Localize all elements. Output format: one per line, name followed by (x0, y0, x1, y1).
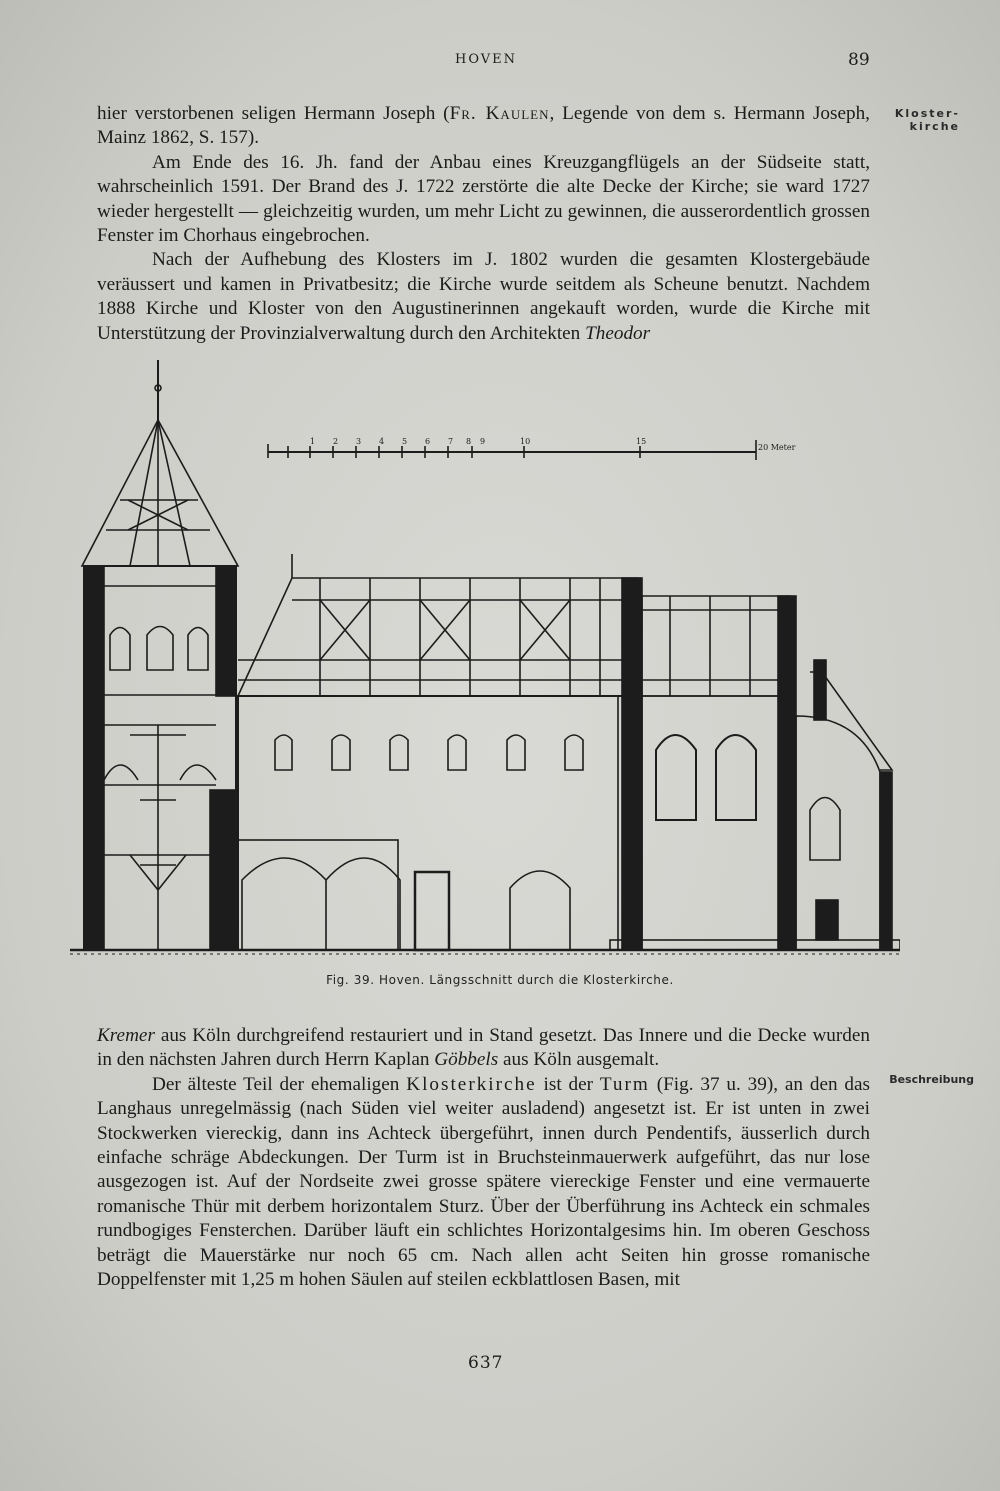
text-block-bottom (97, 1024, 870, 1292)
paragraph-1 (97, 102, 870, 151)
nave (238, 554, 642, 950)
running-title: HOVEN (455, 52, 518, 67)
scale-label: 15 (636, 437, 647, 446)
architect-name: Theodor (585, 322, 651, 344)
paragraph-4 (97, 1024, 870, 1073)
text-block-top (97, 102, 870, 346)
page-number: 89 (848, 50, 870, 70)
choir (610, 596, 900, 950)
figure-caption: Fig. 39. Hoven. Längsschnitt durch die Klosterkirche. (326, 973, 674, 987)
emphasis-text: Turm (599, 1073, 650, 1095)
margin-note-line: kirche (909, 120, 960, 133)
scale-label: 10 (520, 437, 531, 446)
painter-name: Göbbels (434, 1049, 499, 1071)
scale-label: 6 (425, 437, 431, 446)
text-run: aus Köln durchgreifend restauriert und in Stand gesetzt. Das Innere und die Decke wurden in den nächsten Jahren durch Herrn Kaplan (97, 1025, 870, 1071)
figure-39-drawing (70, 360, 900, 960)
author-name: Fr. Kaulen (449, 103, 550, 124)
scale-label: 20 Meter (758, 443, 796, 452)
tower (82, 360, 238, 950)
text-run: Der älteste Teil der ehemaligen (152, 1073, 407, 1095)
margin-note-klosterkirche (882, 107, 960, 133)
scale-bar (268, 440, 756, 460)
scale-label: 8 (466, 437, 472, 446)
running-head (0, 52, 1000, 72)
text-run: (Fig. 37 u. 39), an den das Langhaus unregelmässig (nach Süden viel weiter ausladend) angesetzt ist. Er ist unten in zwei Stockwerken viereckig, dann ins Achteck übergeführt, innen durch Pendentifs, äusserlich durch einfache schräge Abdeckungen. Der Turm ist in Bruchsteinmauerwerk aufgeführt, das nur lose ausgezogen ist. Auf der Nordseite zwei grosse spätere viereckige Fenster und eine vermauerte romanische Thür mit derbem horizontalem Sturz. Über der Überführung ins Achteck ein schmales rundbogiges Fensterchen. Darüber läuft ein schlichtes Horizontalgesims hin. Im oberen Geschoss beträgt die Mauerstärke nur noch 65 cm. Nach allen acht Seiten hin grosse romanische Doppelfenster mit 1,25 m hohen Säulen auf steilen eckblattlosen Basen, mit (97, 1073, 870, 1291)
paragraph-5 (97, 1073, 870, 1293)
margin-note-line: Kloster- (894, 107, 960, 120)
scale-label: 9 (480, 437, 486, 446)
scale-label: 1 (310, 437, 316, 446)
emphasis-text: Klosterkirche (406, 1073, 537, 1095)
apse (786, 660, 892, 950)
text-run: Nach der Aufhebung des Klosters im J. 1802 wurden die gesamten Klostergebäude veräussert und kamen in Privatbesitz; die Kirche wurde seitdem als Scheune benutzt. Nachdem 1888 Kirche und Kloster von den Augustinerinnen angekauft worden, wurde die Kirche mit Unterstützung der Provinzialverwaltung durch den Architekten (97, 249, 870, 344)
scale-label: 4 (379, 437, 385, 446)
scale-label: 5 (402, 437, 408, 446)
architect-name: Kremer (97, 1025, 155, 1046)
text-run: aus Köln ausgemalt. (498, 1049, 660, 1071)
scale-label: 7 (448, 437, 454, 446)
scale-label: 3 (356, 437, 362, 446)
text-run: hier verstorbenen seligen Hermann Joseph ( (97, 103, 450, 124)
paragraph-2: Am Ende des 16. Jh. fand der Anbau eines Kreuzgangflügels an der Südseite statt, wahrscheinlich 1591. Der Brand des J. 1722 zerstörte die alte Decke der Kirche; sie ward 1727 wieder hergestellt — gleichzeitig wurden, um mehr Licht zu gewinnen, die ausserordentlich grossen Fenster im Chorhaus eingebrochen. (97, 151, 870, 247)
scale-label: 2 (333, 437, 339, 446)
text-run: ist der (536, 1073, 600, 1095)
margin-note-beschreibung: Beschreibung (889, 1073, 974, 1086)
paragraph-3 (97, 248, 870, 346)
text-run: , Legende von dem s. Hermann Joseph, Mainz 1862, S. 157). (97, 103, 870, 149)
folio-number: 637 (468, 1353, 504, 1373)
